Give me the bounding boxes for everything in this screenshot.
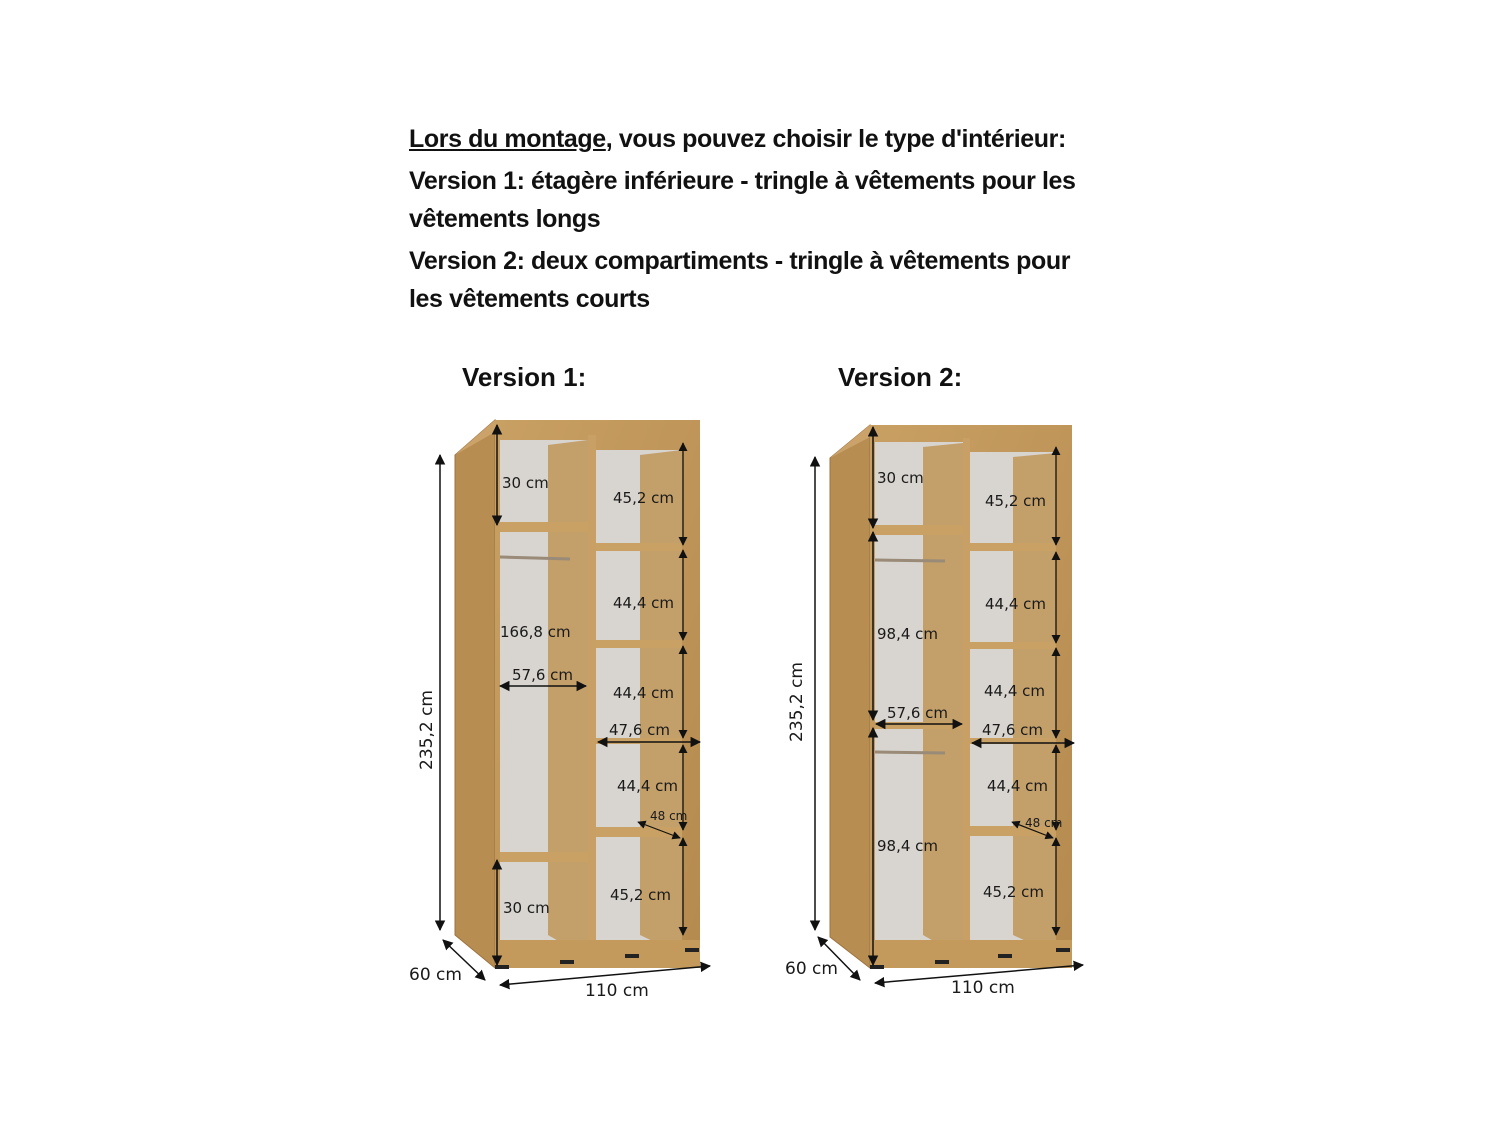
v2-height-label: 235,2 cm	[787, 662, 807, 742]
intro-underlined: Lors du montage	[409, 125, 606, 153]
v1-left-bottom-label: 30 cm	[503, 899, 550, 917]
v2-left-upper-label: 98,4 cm	[877, 625, 939, 643]
v2-depth-label: 60 cm	[785, 959, 838, 979]
v1-right-5-label: 45,2 cm	[610, 886, 672, 904]
intro-line-1: Lors du montage, vous pouvez choisir le type d'intérieur:	[409, 125, 1066, 153]
v2-left-width-label: 57,6 cm	[887, 704, 949, 722]
v2-right-5-label: 45,2 cm	[983, 883, 1045, 901]
v2-left-lower-label: 98,4 cm	[877, 837, 939, 855]
v2-width-label: 110 cm	[951, 978, 1015, 998]
wardrobe-version-2	[785, 425, 1083, 998]
v1-height-label: 235,2 cm	[417, 690, 437, 770]
v2-right-2-label: 44,4 cm	[985, 595, 1047, 613]
version2-description: Version 2: deux compartiments - tringle à vêtements pour les vêtements courts	[409, 247, 1071, 313]
v1-right-4-label: 44,4 cm	[617, 777, 679, 795]
v1-right-2-label: 44,4 cm	[613, 594, 675, 612]
version1-title: Version 1:	[462, 362, 587, 392]
v1-right-1-label: 45,2 cm	[613, 489, 675, 507]
wardrobe-version-1	[409, 420, 710, 1001]
v1-shelf-depth-label: 48 cm	[650, 809, 688, 823]
v1-left-top-label: 30 cm	[502, 474, 549, 492]
v2-right-3-label: 44,4 cm	[984, 682, 1046, 700]
v1-depth-label: 60 cm	[409, 965, 462, 985]
v2-shelf-depth-label: 48 cm	[1025, 816, 1063, 830]
v1-right-3-label: 44,4 cm	[613, 684, 675, 702]
v1-left-width-label: 57,6 cm	[512, 666, 574, 684]
v1-left-middle-label: 166,8 cm	[500, 623, 571, 641]
v1-right-width-label: 47,6 cm	[609, 721, 671, 739]
v2-right-4-label: 44,4 cm	[987, 777, 1049, 795]
v2-right-width-label: 47,6 cm	[982, 721, 1044, 739]
version1-description: Version 1: étagère inférieure - tringle à vêtements pour les vêtements longs	[409, 167, 1076, 233]
v2-left-top-label: 30 cm	[877, 469, 924, 487]
v1-width-label: 110 cm	[585, 981, 649, 1001]
version2-title: Version 2:	[838, 362, 963, 392]
v2-right-1-label: 45,2 cm	[985, 492, 1047, 510]
